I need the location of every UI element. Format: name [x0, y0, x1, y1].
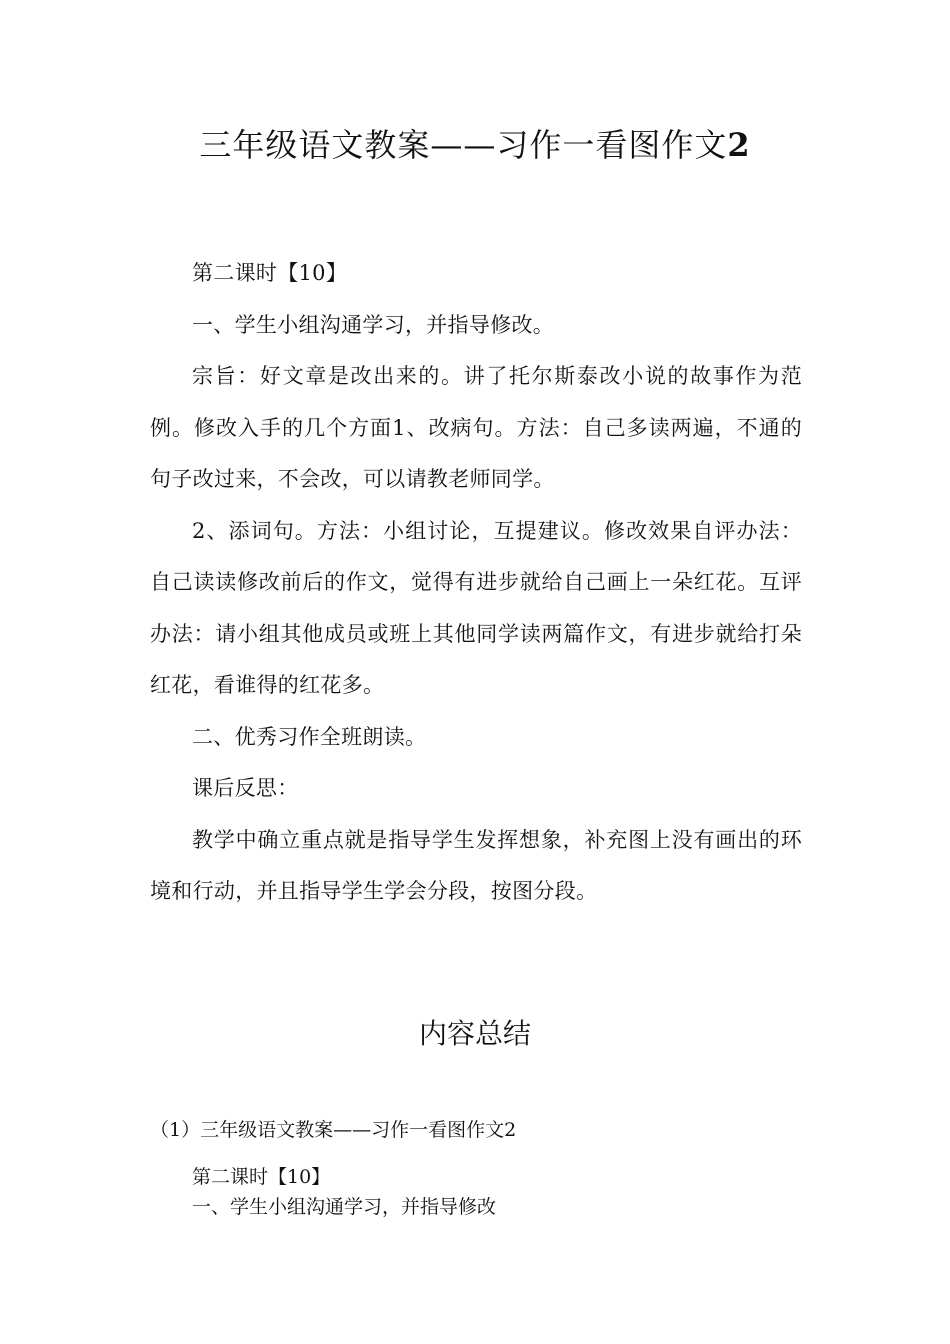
- paragraph-add-words: 2、添词句。方法：小组讨论，互提建议。修改效果自评办法：自己读读修改前后的作文，觉得有进步就给自己画上一朵红花。互评办法：请小组其他成员或班上其他同学读两篇作文，有进步就给打朵红花，看谁得的红花多。: [150, 518, 802, 697]
- title-text: 三年级语文教案——习作一看图作文: [199, 126, 728, 164]
- summary-heading: 内容总结: [418, 1017, 531, 1050]
- paragraph-section-two: 二、优秀习作全班朗读。: [192, 724, 427, 749]
- document-body: [150, 248, 802, 918]
- paragraph-lesson-header: 第二课时【10】: [192, 261, 348, 285]
- summary-sub-lines: [192, 1162, 810, 1222]
- paragraph-reflection-heading: 课后反思：: [192, 776, 299, 800]
- summary-item: （1）三年级语文教案——习作一看图作文2: [150, 1119, 517, 1141]
- paragraph-purpose: 宗旨：好文章是改出来的。讲了托尔斯泰改小说的故事作为范例。修改入手的几个方面1、改病句。方法：自己多读两遍，不通的句子改过来，不会改，可以请教老师同学。: [150, 364, 802, 491]
- summary-section: [150, 1112, 810, 1222]
- paragraph-reflection: 教学中确立重点就是指导学生发挥想象，补充图上没有画出的环境和行动，并且指导学生学会分段，按图分段。: [150, 827, 802, 903]
- summary-sub-line: 第二课时【10】: [192, 1166, 331, 1188]
- title-number: 2: [727, 126, 751, 164]
- paragraph-section-one: 一、学生小组沟通学习，并指导修改。: [192, 312, 555, 337]
- summary-sub-line: 一、学生小组沟通学习，并指导修改: [192, 1196, 497, 1218]
- document-title: [0, 122, 950, 168]
